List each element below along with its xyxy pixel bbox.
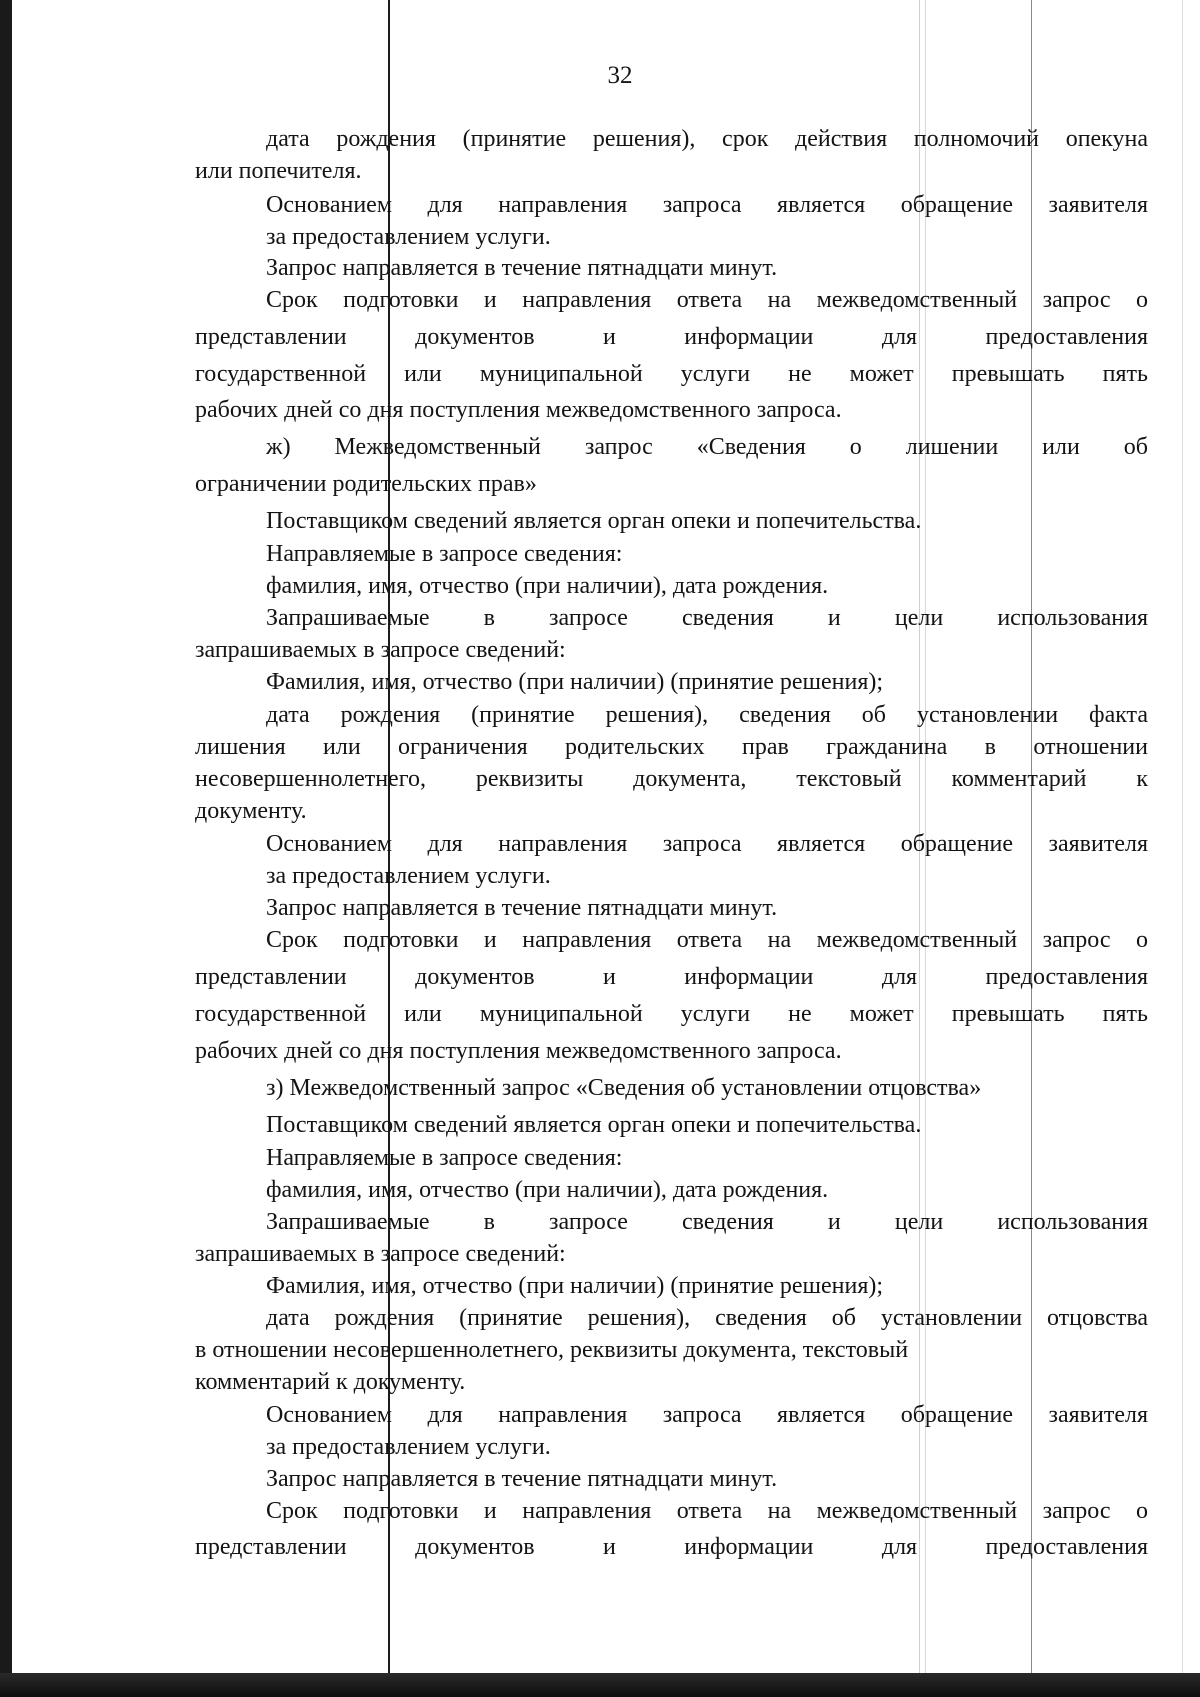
- page-number: 32: [607, 62, 633, 89]
- text-line: Основанием для направления запроса является обращение заявителя: [266, 1402, 1148, 1428]
- text-line: рабочих дней со дня поступления межведомственного запроса.: [195, 1038, 842, 1064]
- text-line: представлении документов и информации для предоставления: [195, 964, 1148, 990]
- text-line: Фамилия, имя, отчество (при наличии) (принятие решения);: [266, 669, 884, 695]
- text-line: Поставщиком сведений является орган опеки и попечительства.: [266, 1112, 922, 1138]
- text-line: Запрос направляется в течение пятнадцати минут.: [266, 1466, 778, 1492]
- text-line: Поставщиком сведений является орган опеки и попечительства.: [266, 508, 922, 534]
- text-line: Направляемые в запросе сведения:: [266, 541, 623, 567]
- text-line: Запрос направляется в течение пятнадцати минут.: [266, 255, 778, 281]
- text-line: запрашиваемых в запросе сведений:: [195, 637, 566, 663]
- text-line: фамилия, имя, отчество (при наличии), дата рождения.: [266, 573, 829, 599]
- text-line: дата рождения (принятие решения), сведения об установлении факта: [266, 702, 1148, 728]
- text-line: Срок подготовки и направления ответа на межведомственный запрос о: [266, 287, 1148, 313]
- text-line: Срок подготовки и направления ответа на межведомственный запрос о: [266, 1498, 1148, 1524]
- text-line: ограничении родительских прав»: [195, 471, 537, 497]
- text-line: з) Межведомственный запрос «Сведения об установлении отцовства»: [266, 1075, 982, 1101]
- text-line: или попечителя.: [195, 158, 362, 184]
- text-line: дата рождения (принятие решения), сведения об установлении отцовства: [266, 1305, 1148, 1331]
- text-line: лишения или ограничения родительских прав гражданина в отношении: [195, 734, 1148, 760]
- text-line: комментарий к документу.: [195, 1369, 466, 1395]
- text-line: Направляемые в запросе сведения:: [266, 1145, 623, 1171]
- text-line: представлении документов и информации для предоставления: [195, 324, 1148, 350]
- scan-faint-line: [1182, 0, 1183, 1673]
- text-line: за предоставлением услуги.: [266, 863, 551, 889]
- text-line: Запрос направляется в течение пятнадцати минут.: [266, 895, 778, 921]
- scan-bottom-edge: [0, 1673, 1200, 1697]
- text-line: Фамилия, имя, отчество (при наличии) (принятие решения);: [266, 1273, 884, 1299]
- text-line: документу.: [195, 798, 307, 824]
- text-line: дата рождения (принятие решения), срок действия полномочий опекуна: [266, 126, 1148, 152]
- text-line: запрашиваемых в запросе сведений:: [195, 1241, 566, 1267]
- text-line: Основанием для направления запроса является обращение заявителя: [266, 192, 1148, 218]
- text-line: в отношении несовершеннолетнего, реквизиты документа, текстовый: [195, 1337, 909, 1363]
- text-line: государственной или муниципальной услуги не может превышать пять: [195, 1001, 1148, 1027]
- text-line: Основанием для направления запроса является обращение заявителя: [266, 831, 1148, 857]
- text-line: рабочих дней со дня поступления межведомственного запроса.: [195, 397, 842, 423]
- text-line: за предоставлением услуги.: [266, 224, 551, 250]
- text-line: фамилия, имя, отчество (при наличии), дата рождения.: [266, 1177, 829, 1203]
- text-line: несовершеннолетнего, реквизиты документа, текстовый комментарий к: [195, 766, 1148, 792]
- text-line: Запрашиваемые в запросе сведения и цели использования: [266, 605, 1148, 631]
- text-line: за предоставлением услуги.: [266, 1434, 551, 1460]
- text-line: Срок подготовки и направления ответа на межведомственный запрос о: [266, 927, 1148, 953]
- scan-left-edge: [0, 0, 12, 1697]
- text-line: ж) Межведомственный запрос «Сведения о лишении или об: [266, 434, 1148, 460]
- text-line: государственной или муниципальной услуги не может превышать пять: [195, 361, 1148, 387]
- text-line: представлении документов и информации для предоставления: [195, 1534, 1148, 1560]
- text-line: Запрашиваемые в запросе сведения и цели использования: [266, 1209, 1148, 1235]
